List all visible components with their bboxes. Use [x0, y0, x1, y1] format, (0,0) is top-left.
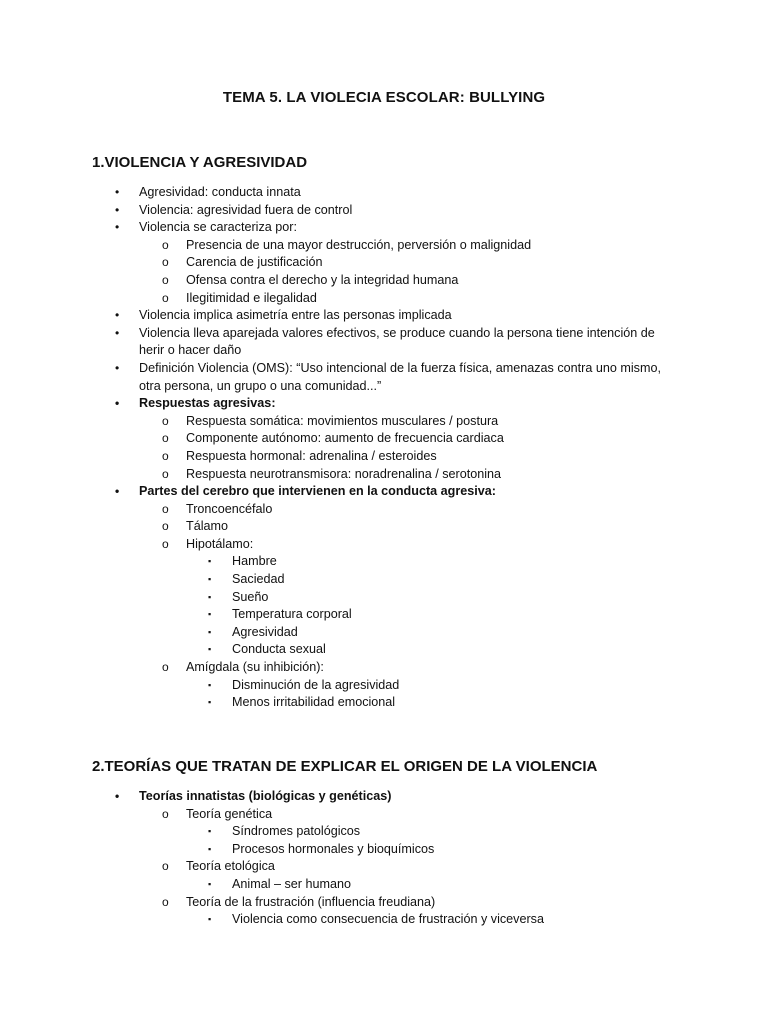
section-2-heading: 2.TEORÍAS QUE TRATAN DE EXPLICAR EL ORIGEN DE LA VIOLENCIA — [92, 758, 598, 775]
square-bullet-icon: ▪ — [208, 843, 212, 854]
list-item: • Partes del cerebro que intervienen en la conducta agresiva: — [0, 483, 768, 501]
list-item: o Carencia de justificación — [0, 254, 768, 272]
circle-bullet-icon: o — [162, 431, 169, 446]
circle-bullet-icon: o — [162, 237, 169, 252]
circle-bullet-icon: o — [162, 466, 169, 481]
list-item: ▪ Agresividad — [0, 624, 768, 642]
list-item: • Teorías innatistas (biológicas y genéticas) — [0, 788, 768, 806]
list-item: ▪ Saciedad — [0, 571, 768, 589]
bullet-icon: • — [115, 308, 120, 323]
bullet-icon: • — [115, 396, 120, 411]
list-item: o Ofensa contra el derecho y la integridad humana — [0, 272, 768, 290]
list-item: • Violencia lleva aparejada valores efectivos, se produce cuando la persona tiene intención de herir o hacer daño — [115, 325, 655, 358]
circle-bullet-icon: o — [162, 806, 169, 821]
square-bullet-icon: ▪ — [208, 826, 212, 837]
square-bullet-icon: ▪ — [208, 697, 212, 708]
list-item: o Hipotálamo: — [0, 536, 768, 554]
circle-bullet-icon: o — [162, 519, 169, 534]
circle-bullet-icon: o — [162, 894, 169, 909]
square-bullet-icon: ▪ — [208, 574, 212, 585]
circle-bullet-icon: o — [162, 859, 169, 874]
circle-bullet-icon: o — [162, 501, 169, 516]
list-item: • Agresividad: conducta innata — [0, 184, 768, 202]
square-bullet-icon: ▪ — [208, 644, 212, 655]
bullet-icon: • — [115, 360, 120, 375]
list-item: ▪ Sueño — [0, 589, 768, 607]
list-item: o Componente autónomo: aumento de frecuencia cardiaca — [0, 430, 768, 448]
square-bullet-icon: ▪ — [208, 878, 212, 889]
bullet-icon: • — [115, 220, 120, 235]
section-2-list — [0, 788, 768, 929]
bullet-icon: • — [115, 185, 120, 199]
square-bullet-icon: ▪ — [208, 609, 212, 620]
list-item: o Tálamo — [0, 518, 768, 536]
section-1-list — [0, 184, 768, 712]
circle-bullet-icon: o — [162, 448, 169, 463]
circle-bullet-icon: o — [162, 536, 169, 551]
circle-bullet-icon: o — [162, 413, 169, 428]
square-bullet-icon: ▪ — [208, 591, 212, 602]
circle-bullet-icon: o — [162, 290, 169, 305]
list-item: o Teoría genética — [0, 806, 768, 824]
square-bullet-icon: ▪ — [208, 679, 212, 690]
list-item: ▪ Procesos hormonales y bioquímicos — [0, 841, 768, 859]
list-item: • Definición Violencia (OMS): “Uso intencional de la fuerza física, amenazas contra uno mismo, otra persona, un grupo o una comunidad...” — [115, 360, 661, 393]
list-item: o Respuesta hormonal: adrenalina / esteroides — [0, 448, 768, 466]
list-item: ▪ Temperatura corporal — [0, 606, 768, 624]
list-item: • Violencia: agresividad fuera de control — [0, 202, 768, 220]
document-title: TEMA 5. LA VIOLECIA ESCOLAR: BULLYING — [222, 89, 546, 106]
bullet-icon: • — [115, 789, 120, 803]
bullet-icon: • — [115, 202, 120, 217]
circle-bullet-icon: o — [162, 272, 169, 287]
bullet-icon: • — [115, 325, 120, 340]
list-item: o Teoría etológica — [0, 858, 768, 876]
list-item: o Ilegitimidad e ilegalidad — [0, 290, 768, 308]
list-item: ▪ Animal – ser humano — [0, 876, 768, 894]
list-item: ▪ Disminución de la agresividad — [0, 677, 768, 695]
list-item: • Respuestas agresivas: — [0, 395, 768, 413]
list-item: • Violencia se caracteriza por: — [0, 219, 768, 237]
section-1-heading: 1.VIOLENCIA Y AGRESIVIDAD — [92, 154, 308, 171]
square-bullet-icon: ▪ — [208, 626, 212, 637]
list-item: ▪ Violencia como consecuencia de frustración y viceversa — [0, 911, 768, 929]
list-item: ▪ Síndromes patológicos — [0, 823, 768, 841]
list-item: ▪ Conducta sexual — [0, 641, 768, 659]
list-item: ▪ Menos irritabilidad emocional — [0, 694, 768, 712]
list-item: o Teoría de la frustración (influencia freudiana) — [0, 894, 768, 912]
list-item: o Presencia de una mayor destrucción, perversión o malignidad — [0, 237, 768, 255]
list-item: • Violencia implica asimetría entre las personas implicada — [0, 307, 768, 325]
list-item: o Amígdala (su inhibición): — [0, 659, 768, 677]
list-item: o Respuesta neurotransmisora: noradrenalina / serotonina — [0, 466, 768, 484]
square-bullet-icon: ▪ — [208, 914, 212, 925]
bullet-icon: • — [115, 484, 120, 499]
square-bullet-icon: ▪ — [208, 556, 212, 567]
list-item: o Respuesta somática: movimientos musculares / postura — [0, 413, 768, 431]
list-item: ▪ Hambre — [0, 553, 768, 571]
circle-bullet-icon: o — [162, 255, 169, 270]
circle-bullet-icon: o — [162, 660, 169, 675]
list-item: o Troncoencéfalo — [0, 501, 768, 519]
